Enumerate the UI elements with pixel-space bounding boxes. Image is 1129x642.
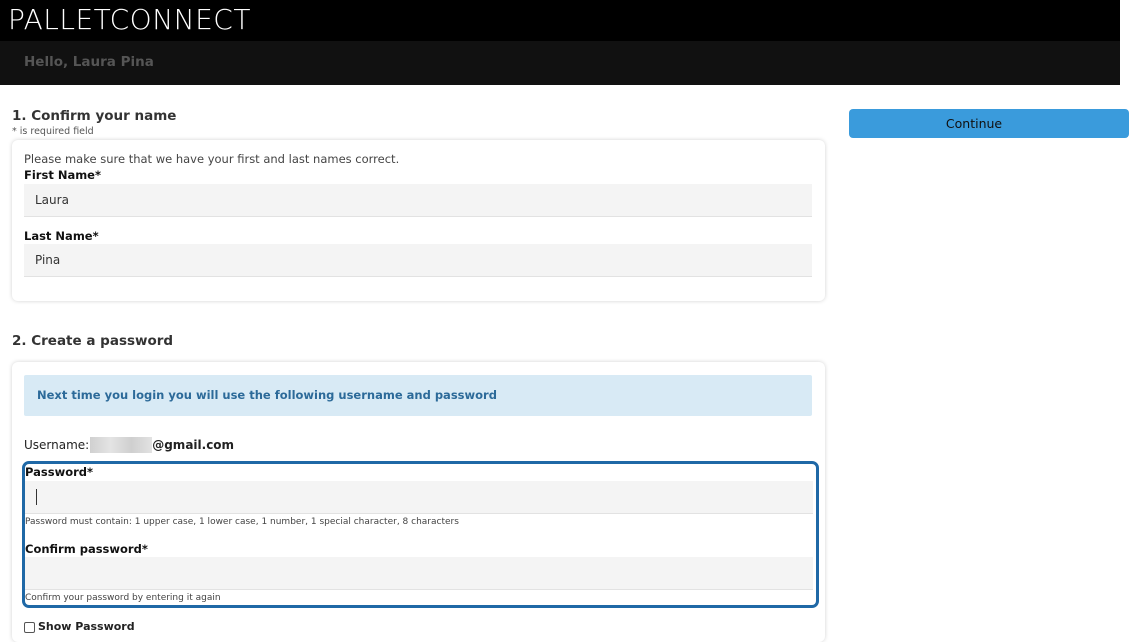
user-greeting: Hello, Laura Pina bbox=[24, 54, 154, 70]
first-name-field[interactable] bbox=[24, 184, 812, 217]
username-domain: @gmail.com bbox=[152, 438, 235, 452]
top-bar bbox=[0, 0, 1120, 41]
confirm-password-label: Confirm password* bbox=[25, 542, 148, 556]
username-label: Username: bbox=[24, 438, 90, 452]
confirm-password-hint: Confirm your password by entering it again bbox=[25, 593, 221, 603]
text-cursor bbox=[36, 489, 37, 505]
login-info-text: Next time you login you will use the following username and password bbox=[37, 388, 497, 402]
continue-button[interactable]: Continue bbox=[849, 109, 1129, 138]
password-requirements-hint: Password must contain: 1 upper case, 1 lower case, 1 number, 1 special character, 8 characters bbox=[25, 517, 459, 527]
greeting-bar bbox=[0, 41, 1120, 85]
last-name-label: Last Name* bbox=[24, 229, 99, 243]
confirm-name-card bbox=[12, 140, 825, 301]
last-name-field[interactable] bbox=[24, 244, 812, 277]
section-title-confirm-name: 1. Confirm your name bbox=[12, 108, 177, 124]
first-name-label: First Name* bbox=[24, 168, 101, 182]
password-field-wrapper bbox=[25, 481, 813, 514]
password-field[interactable] bbox=[25, 481, 813, 514]
required-field-note: * is required field bbox=[12, 126, 94, 137]
login-info-banner bbox=[24, 375, 812, 416]
section-title-create-password: 2. Create a password bbox=[12, 333, 174, 349]
password-fields-group bbox=[22, 461, 819, 608]
palletconnect-logo[interactable]: PALLETCONNECT bbox=[8, 3, 251, 36]
name-help-text: Please make sure that we have your first and last names correct. bbox=[24, 152, 400, 166]
show-password-label[interactable]: Show Password bbox=[38, 620, 135, 633]
create-password-card bbox=[12, 362, 825, 642]
password-label: Password* bbox=[25, 465, 94, 479]
show-password-checkbox[interactable] bbox=[24, 622, 35, 633]
username-row bbox=[24, 437, 234, 453]
username-redacted bbox=[90, 437, 152, 453]
confirm-password-field[interactable] bbox=[25, 557, 813, 590]
